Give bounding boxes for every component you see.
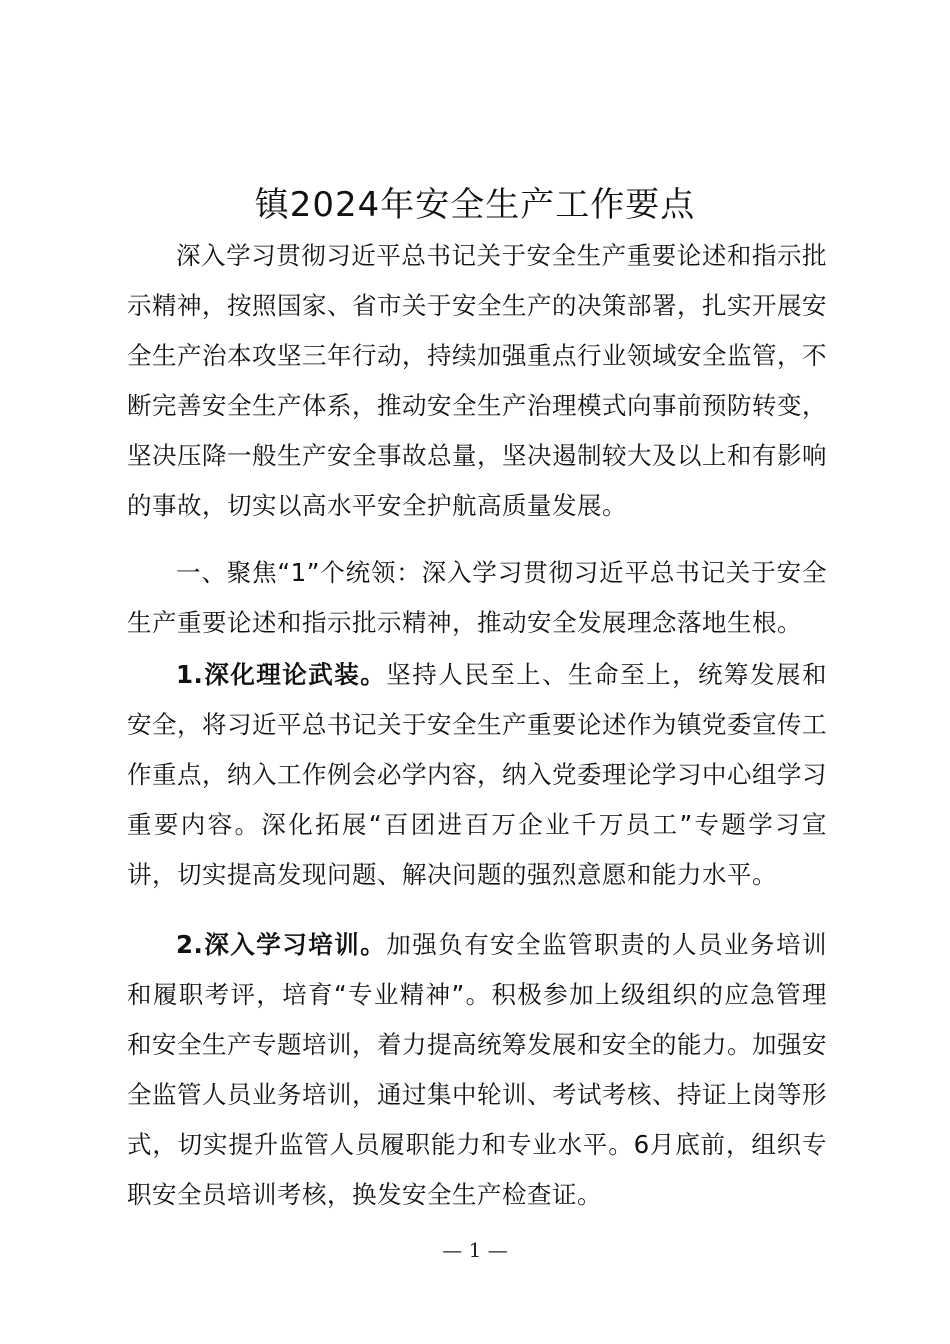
item-2-paragraph [127, 920, 827, 1220]
item-2-text: 加强负有安全监管职责的人员业务培训和履职考评，培育“专业精神”。积极参加上级组织的应急管理和安全生产专题培训，着力提高统筹发展和安全的能力。加强安全监管人员业务培训，通过集中轮训、考试考核、持证上岗等形式，切实提升监管人员履职能力和专业水平。6月底前，组织专职安全员培训考核，换发安全生产检查证。 [127, 930, 827, 1209]
item-1-text: 坚持人民至上、生命至上，统筹发展和安全，将习近平总书记关于安全生产重要论述作为镇党委宣传工作重点，纳入工作例会必学内容，纳入党委理论学习中心组学习重要内容。深化拓展“百团进百万企业千万员工”专题学习宣讲，切实提高发现问题、解决问题的强烈意愿和能力水平。 [127, 660, 827, 889]
item-2-heading: 2.深入学习培训。 [176, 930, 387, 959]
item-1-heading: 1.深化理论武装。 [176, 660, 387, 689]
section-heading-1: 一、聚焦“1”个统领：深入学习贯彻习近平总书记关于安全生产重要论述和指示批示精神，推动安全发展理念落地生根。 [127, 558, 827, 637]
document-title: 镇2024年安全生产工作要点 [254, 185, 696, 225]
document-body [127, 231, 827, 1220]
intro-paragraph: 深入学习贯彻习近平总书记关于安全生产重要论述和指示批示精神，按照国家、省市关于安全生产的决策部署，扎实开展安全生产治本攻坚三年行动，持续加强重点行业领域安全监管，不断完善安全生产体系，推动安全生产治理模式向事前预防转变，坚决压降一般生产安全事故总量，坚决遏制较大及以上和有影响的事故，切实以高水平安全护航高质量发展。 [127, 241, 827, 520]
page-number: — 1 — [442, 1238, 508, 1262]
item-1-paragraph [127, 650, 827, 900]
